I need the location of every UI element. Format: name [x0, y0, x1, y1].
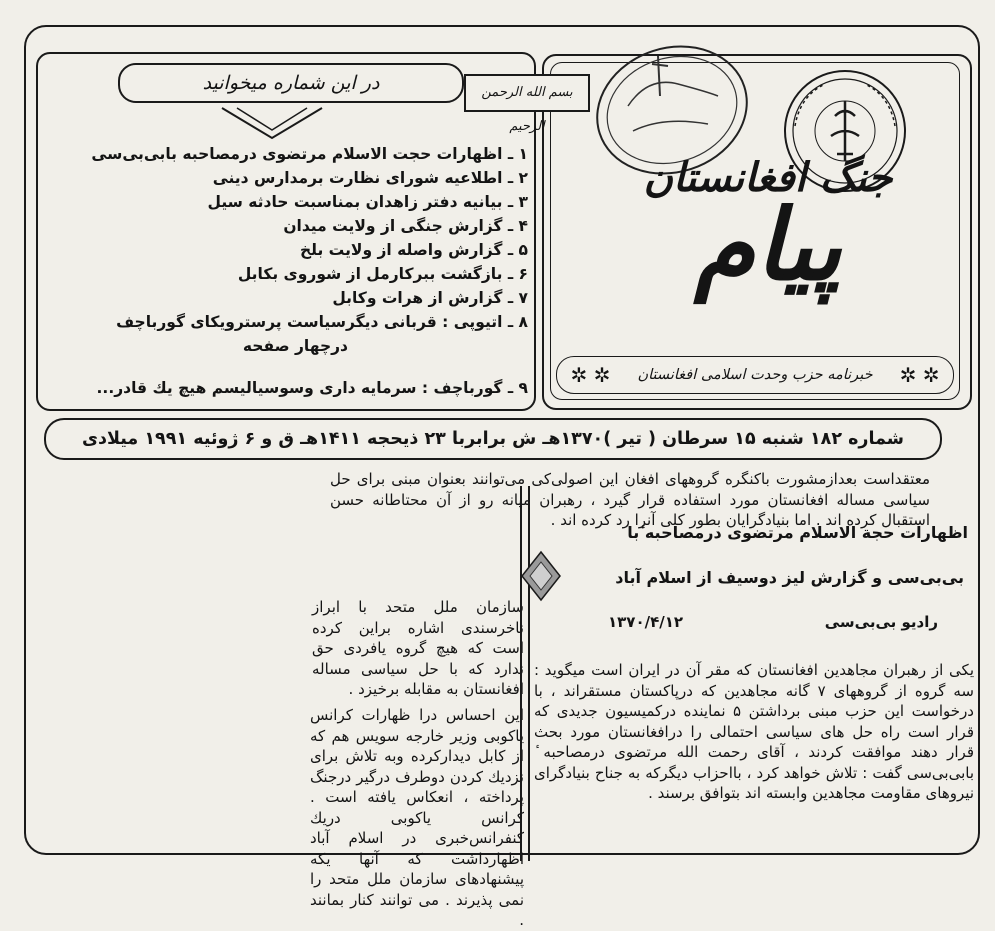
- source-date: ۱۳۷۰/۴/۱۲: [608, 613, 684, 631]
- bismillah: بسم الله الرحمن الرحیم: [464, 74, 590, 112]
- headline-line-1: اظهارات حجة الاسلام مرتضوی درمصاحبه ٔبا: [627, 523, 968, 542]
- source-label: رادیو بی‌بی‌سی: [824, 613, 938, 631]
- star-icon: ✲ ✲: [570, 363, 611, 387]
- left-paragraph: معتقداست بعدازمشورت باکنگره گروههای افغان این اصولی‌کی می‌توانند بعنوان مبنی برای حل سیاسی مساله افغانستان مورد استفاده قرار گیرد ، رهبران میانه رو از آن محتاطانه حسن استقبال کرده اند . اما بنیادگرایان بطور کلی آنرا رد کرده اند .: [330, 470, 930, 529]
- star-icon: ✲ ✲: [899, 363, 940, 387]
- toc-item: ۵ ـ گزارش واصله از ولایت بلخ: [299, 241, 528, 259]
- toc-item: ۹ ـ گورباچف : سرمایه داری وسوسیالیسم هیچ یك قادر...: [96, 379, 528, 397]
- toc-item-continued: درچهار صفحه: [242, 337, 348, 355]
- issue-date-line: شماره ۱۸۲ شنبه ۱۵ سرطان ( تیر )۱۳۷۰هـ ش برابربا ۲۳ ذیحجه ۱۴۱۱هـ ق و ۶ ژوئیه ۱۹۹۱ میلادی: [44, 418, 942, 460]
- subtitle-text: خبرنامه حزب وحدت اسلامی افغانستان: [637, 367, 873, 383]
- toc-item: ۴ ـ گزارش جنگی از ولایت میدان: [283, 217, 528, 235]
- left-paragraph: این احساس درا ظهارات کرانس یاکوبی وزیر خارجه سویس هم که از کابل دیدارکرده وبه تلاش برای نزدیك کردن دوطرف درگیر درجنگ پرداخته ، انعکاس یافته است . کرانس یاکوبی دریك کنفرانس‌خبری در اسلام آباد اظهارداشت که آنها یکه پیشنهادهای سازمان ملل متحد را نمی پذیرند . می توانند کنار بمانند .: [310, 706, 524, 929]
- toc-item: ۷ ـ گزارش از هرات وکابل: [332, 289, 528, 307]
- masthead-title: [588, 130, 948, 355]
- headline-source-line: [608, 613, 938, 631]
- diamond-ornament: [520, 550, 562, 602]
- headline-line-2: بی‌بی‌سی و گزارش لیز دوسیف از اسلام آباد: [615, 568, 964, 587]
- toc-item: ۶ ـ بازگشت ببرکارمل از شوروی بکابل: [237, 265, 528, 283]
- toc-list: [40, 142, 528, 400]
- left-paragraph: سازمان ملل متحد با ابراز ناخرسندی اشاره براین کرده است که هیچ گروه یافردی حق ندارد که با حل سیاسی مساله افغانستان به مقابله برخیزد .: [312, 598, 524, 698]
- masthead-subtitle: [556, 356, 954, 394]
- down-arrow-icon: [212, 106, 332, 142]
- toc-item: ۳ ـ بیانیه دفتر زاهدان بمناسبت حادثه سیل: [207, 193, 528, 211]
- toc-item: ۱ ـ اظهارات حجت الاسلام مرتضوی درمصاحبه بابی‌بی‌سی: [91, 145, 528, 163]
- toc-item: ۲ ـ اطلاعیه شورای نظارت برمدارس دینی: [212, 169, 528, 187]
- title-secondary: جنگ افغانستان: [643, 154, 893, 201]
- toc-item: ۸ ـ اتیوپی : قربانی دیگرسیاست پرسترویکای گورباچف: [116, 313, 528, 331]
- column-divider: [520, 486, 530, 861]
- right-article-body: یکی از رهبران مجاهدین افغانستان که مقر آن در ایران است میگوید : سه گروه از گروههای ۷ گانه مجاهدین که درپاکستان مستقراند ، با درخواست این حزب مبنی برداشتن ۵ نماینده درکمیسیون جدیدی که قرار است راه حل های سیاسی احتمالی را درافغانستان مورد بحث قرار دهند موافقت کردند ، آقای رحمت الله مرتضوی درمصاحبه ٔ بابی‌بی‌سی گفت : تلاش خواهد کرد ، بااحزاب دیگرکه به جناح بنیادگرای نیروهای مقاومت مجاهدین وابسته اند بتوافق برسند .: [534, 661, 974, 802]
- toc-heading: در این شماره میخوانید: [118, 63, 464, 103]
- title-main: پیام: [694, 188, 842, 303]
